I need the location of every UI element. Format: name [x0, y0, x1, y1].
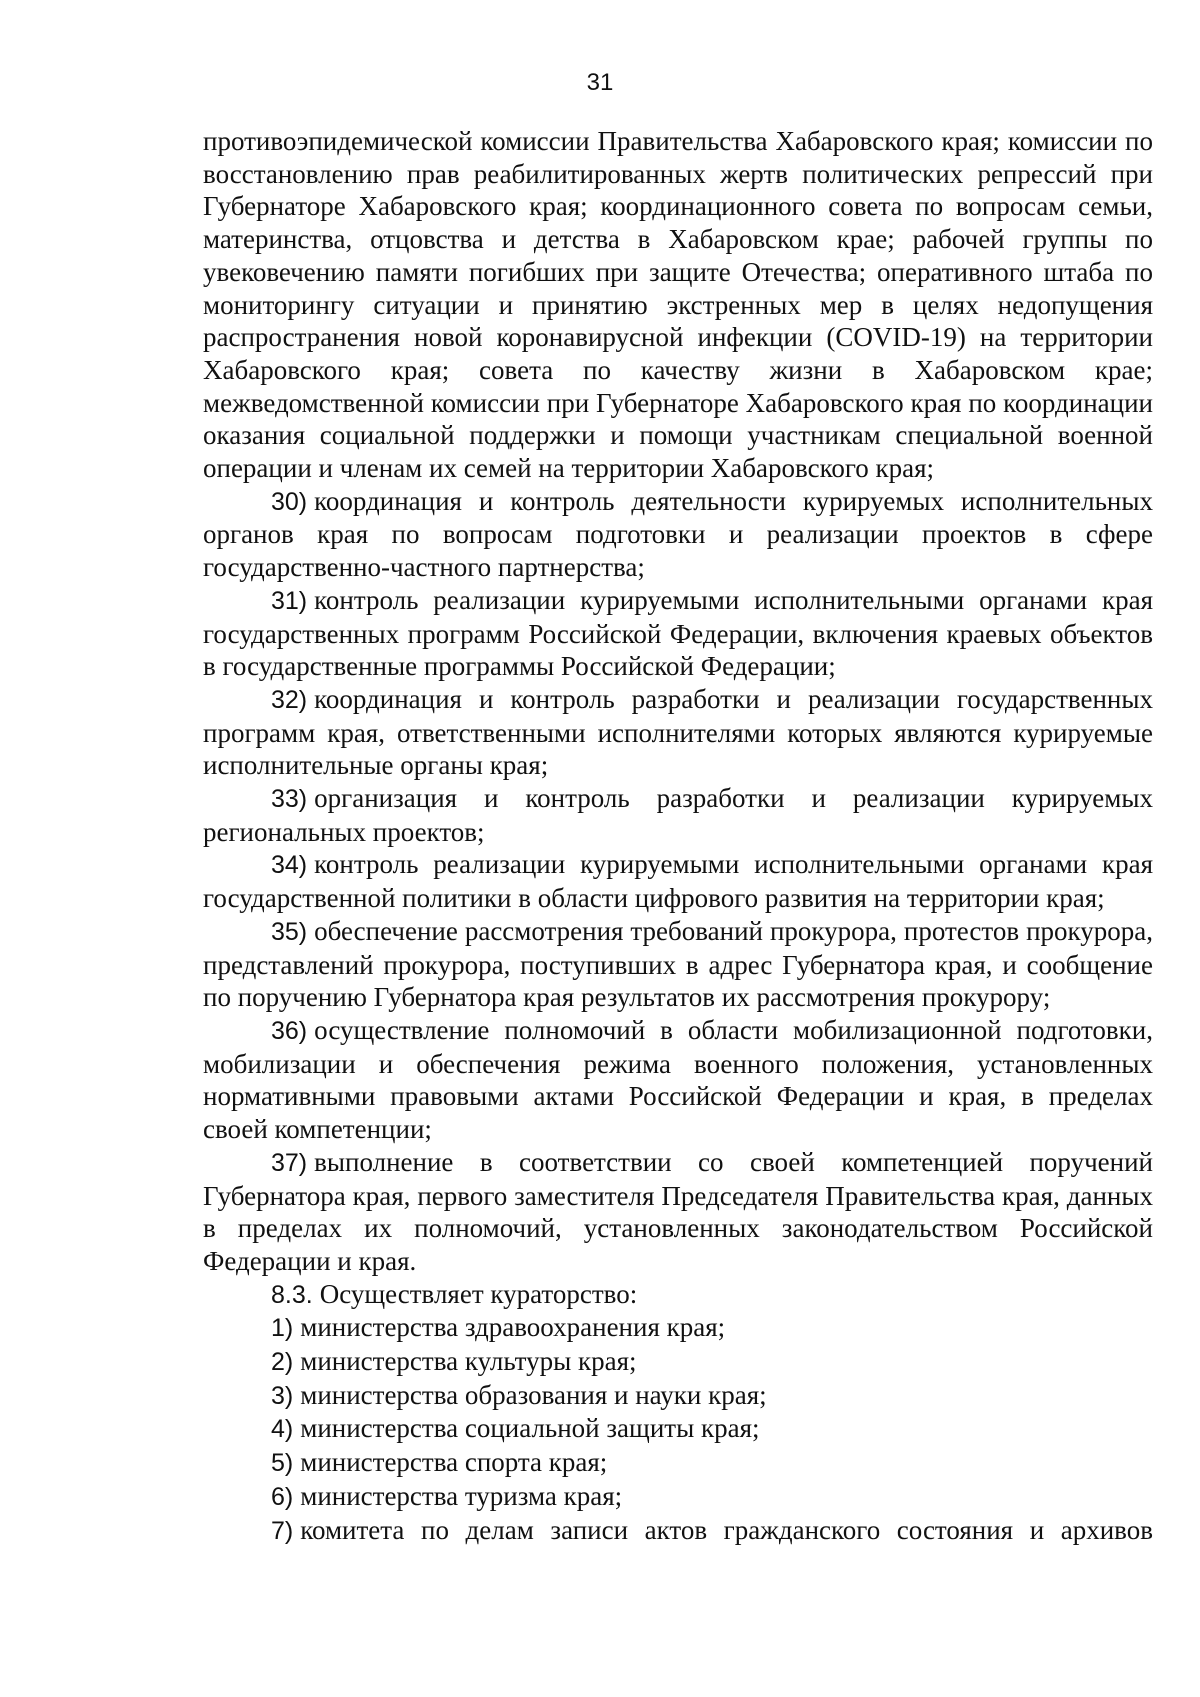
item-number: 7) — [271, 1516, 294, 1545]
curated-item — [203, 1446, 1153, 1480]
curated-item — [203, 1379, 1153, 1413]
section-number: 8.3. — [271, 1280, 313, 1309]
item-text: выполнение в соответствии со своей компетенцией поручений Губернатора края, первого заместителя Председателя Правительства края, данных в пределах их полномочий, установленных законодательством Российской Федерации и края. — [203, 1146, 1153, 1276]
document-body — [203, 125, 1153, 1547]
item-text: министерства туризма края; — [300, 1480, 623, 1511]
list-item — [203, 485, 1153, 584]
item-text: министерства здравоохранения края; — [300, 1312, 726, 1343]
item-text: министерства культуры края; — [300, 1346, 637, 1377]
item-number: 3) — [271, 1381, 294, 1410]
item-text: осуществление полномочий в области мобилизационной подготовки, мобилизации и обеспечения режима военного положения, установленных нормативными правовыми актами Российской Федерации и края, в пределах своей компетенции; — [203, 1014, 1153, 1145]
curated-item — [203, 1345, 1153, 1379]
section-heading — [203, 1278, 1153, 1312]
item-number: 32) — [271, 685, 308, 714]
intro-paragraph: противоэпидемической комиссии Правительства Хабаровского края; комиссии по восстановлению прав реабилитированных жертв политических репрессий при Губернаторе Хабаровского края; координационного совета по вопросам семьи, материнства, отцовства и детства в Хабаровском крае; рабочей группы по увековечению памяти погибших при защите Отечества; оперативного штаба по мониторингу ситуации и принятию экстренных мер в целях недопущения распространения новой коронавирусной инфекции (COVID-19) на территории Хабаровского края; совета по качеству жизни в Хабаровском крае; межведомственной комиссии при Губернаторе Хабаровского края по координации оказания социальной поддержки и помощи участникам специальной военной операции и членам их семей на территории Хабаровского края; — [203, 126, 1153, 484]
item-text: организация и контроль разработки и реализации курируемых региональных проектов; — [203, 783, 1153, 847]
list-item — [203, 683, 1153, 782]
item-text: координация и контроль разработки и реализации государственных программ края, ответственными исполнителями которых являются курируемые исполнительные органы края; — [203, 683, 1153, 781]
list-item — [203, 584, 1153, 683]
curated-item — [203, 1514, 1153, 1548]
item-number: 35) — [271, 917, 308, 946]
list-item — [203, 915, 1153, 1014]
item-number: 30) — [271, 487, 308, 516]
item-text: министерства социальной защиты края; — [300, 1413, 760, 1444]
list-item — [203, 782, 1153, 848]
item-number: 2) — [271, 1348, 294, 1377]
item-number: 36) — [271, 1016, 308, 1045]
item-text: министерства спорта края; — [300, 1447, 608, 1478]
list-item — [203, 1146, 1153, 1278]
item-text: координация и контроль деятельности курируемых исполнительных органов края по вопросам подготовки и реализации проектов в сфере государственно-частного партнерства; — [203, 485, 1153, 583]
item-number: 34) — [271, 851, 308, 880]
item-number: 4) — [271, 1415, 294, 1444]
item-number: 37) — [271, 1148, 308, 1177]
item-text: комитета по делам записи актов гражданского состояния и архивов — [300, 1514, 1153, 1545]
curated-item — [203, 1412, 1153, 1446]
curated-item — [203, 1311, 1153, 1345]
item-number: 5) — [271, 1449, 294, 1478]
item-number: 6) — [271, 1482, 294, 1511]
item-number: 31) — [271, 586, 308, 615]
item-number: 1) — [271, 1314, 294, 1343]
item-text: контроль реализации курируемыми исполнительными органами края государственных программ Российской Федерации, включения краевых объектов в государственные программы Российской Федерации; — [203, 584, 1153, 682]
curated-item — [203, 1480, 1153, 1514]
list-item — [203, 1014, 1153, 1146]
item-number: 33) — [271, 785, 308, 814]
page-number: 31 — [586, 69, 614, 96]
item-text: министерства образования и науки края; — [300, 1379, 767, 1410]
item-text: обеспечение рассмотрения требований прокурора, протестов прокурора, представлений прокурора, поступивших в адрес Губернатора края, и сообщение по поручению Губернатора края результатов их рассмотрения прокурору; — [203, 915, 1153, 1013]
list-item — [203, 848, 1153, 914]
section-text: Осуществляет кураторство: — [319, 1278, 638, 1309]
item-text: контроль реализации курируемыми исполнительными органами края государственной политики в области цифрового развития на территории края; — [203, 849, 1153, 914]
